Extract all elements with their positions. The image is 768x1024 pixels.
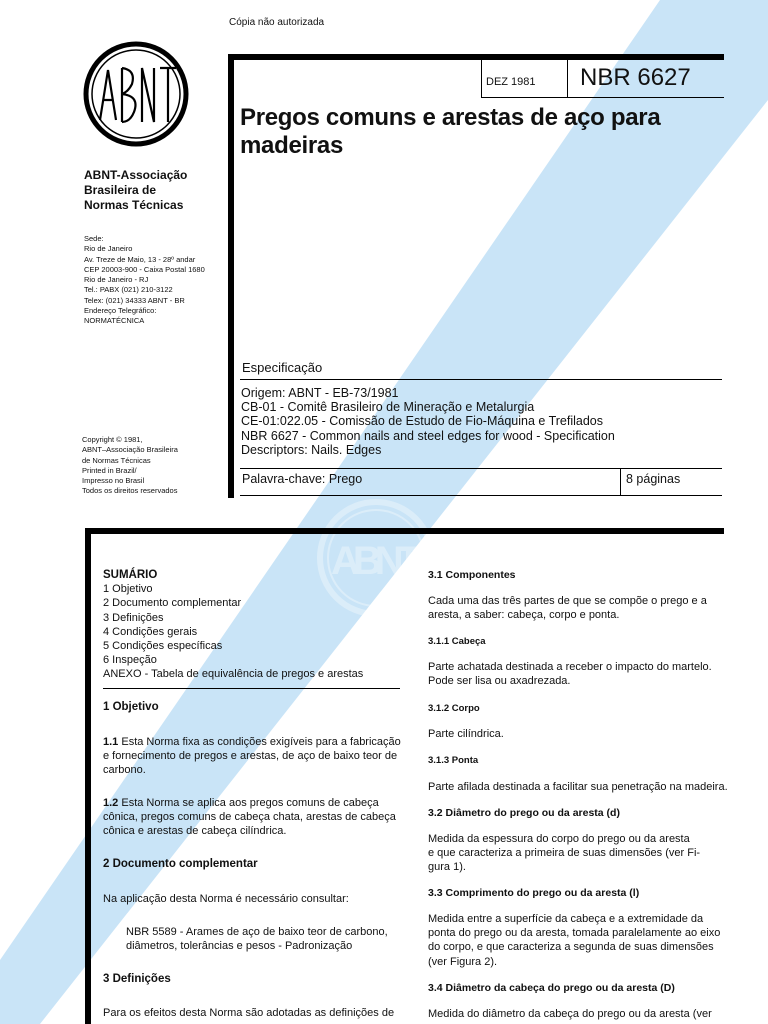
summary	[103, 568, 363, 682]
section-heading: 3.1 Componentes	[428, 569, 516, 581]
divider	[620, 468, 621, 495]
title-line: madeiras	[240, 132, 343, 159]
paragraph-line: e fornecimento de pregos e arestas, de aço de baixo teor de	[103, 750, 398, 763]
summary-item: 1 Objetivo	[103, 583, 153, 596]
copyright-line: Printed in Brazil/	[82, 465, 137, 475]
paragraph	[428, 912, 720, 969]
subsection-heading: 3.1.2 Corpo	[428, 703, 480, 714]
paragraph-line: (ver Figura 2).	[428, 955, 498, 968]
copyright-line: Impresso no Brasil	[82, 476, 145, 486]
address-line: Endereço Telegráfico:	[84, 306, 157, 316]
summary-item: 4 Condições gerais	[103, 625, 198, 638]
document-title	[240, 104, 720, 160]
paragraph	[428, 660, 712, 688]
address-line: Tel.: PABX (021) 210-3122	[84, 285, 173, 295]
subsection-heading: 3.1.3 Ponta	[428, 755, 479, 766]
summary-item: ANEXO - Tabela de equivalência de pregos e arestas	[103, 668, 364, 681]
paragraph-line: cônica e arestas de cabeça cilíndrica.	[103, 825, 287, 838]
origin-line: NBR 6627 - Common nails and steel edges for wood - Specification	[241, 428, 615, 443]
section-heading: 3.3 Comprimento do prego ou da aresta (l)	[428, 887, 640, 899]
divider	[103, 688, 400, 689]
paragraph-line: e que caracteriza a primeira de suas dimensões (ver Fi-	[428, 847, 701, 860]
summary-item: 3 Definições	[103, 611, 164, 624]
paragraph	[428, 594, 707, 622]
paragraph-line: NBR 5589 - Arames de aço de baixo teor de carbono,	[126, 926, 388, 938]
origin-line: Origem: ABNT - EB-73/1981	[241, 386, 399, 400]
paragraph-line: Medida entre a superfície da cabeça e a extremidade da	[428, 913, 704, 925]
paragraph-line: cônica, pregos comuns de cabeça chata, arestas de cabeça	[103, 811, 396, 824]
paragraph-line	[103, 796, 396, 810]
origin-line: CB-01 - Comitê Brasileiro de Mineração e Metalurgia	[241, 400, 535, 415]
address-line: Rio de Janeiro - RJ	[84, 275, 149, 285]
paragraph-line: Medida da espessura do corpo do prego ou da aresta	[428, 833, 690, 845]
divider	[240, 379, 722, 380]
title-line: Pregos comuns e arestas de aço para	[240, 104, 661, 131]
paragraph-1-1	[103, 735, 401, 778]
divider	[240, 468, 722, 469]
svg-text:ABNT: ABNT	[331, 539, 421, 583]
paragraph	[428, 832, 700, 875]
clause-number: 1.2	[103, 797, 119, 809]
section-heading: 3.4 Diâmetro da cabeça do prego ou da aresta (D)	[428, 982, 675, 994]
paragraph: Medida do diâmetro da cabeça do prego ou da aresta (ver	[428, 1008, 712, 1020]
address-line: CEP 20003-900 - Caixa Postal 1680	[84, 264, 205, 274]
page-count: 8 páginas	[626, 472, 681, 486]
normative-reference	[126, 925, 388, 953]
header-left-bar	[228, 54, 234, 498]
address-line: Rio de Janeiro	[84, 244, 133, 254]
section-heading: 3 Definições	[103, 973, 171, 985]
abnt-logo	[82, 40, 190, 148]
origin-line: Descriptors: Nails. Edges	[241, 442, 382, 457]
org-name-line: Normas Técnicas	[84, 198, 184, 212]
summary-item: 2 Documento complementar	[103, 597, 242, 610]
paragraph-line: aresta, a saber: cabeça, corpo e ponta.	[428, 609, 620, 622]
standard-code: NBR 6627	[580, 64, 691, 91]
summary-item: 6 Inspeção	[103, 654, 157, 667]
origin-line: CE-01:022.05 - Comissão de Estudo de Fio-Máquina e Trefilados	[241, 414, 603, 429]
body-left-bar	[85, 528, 91, 1024]
paragraph-line: Cada uma das três partes de que se compõe o prego e a	[428, 595, 707, 607]
paragraph: Para os efeitos desta Norma são adotadas as definições de	[103, 1007, 395, 1019]
paragraph: Parte cilíndrica.	[428, 728, 504, 740]
organization-name	[84, 168, 187, 213]
divider	[481, 97, 724, 98]
publication-date: DEZ 1981	[486, 76, 536, 88]
address-line: Telex: (021) 34333 ABNT - BR	[84, 295, 185, 305]
copyright-line: ABNT–Associação Brasileira	[82, 445, 178, 455]
unauthorized-copy-notice: Cópia não autorizada	[229, 17, 325, 28]
copyright-line: Copyright © 1981,	[82, 435, 143, 444]
section-heading: 3.2 Diâmetro do prego ou da aresta (d)	[428, 807, 620, 819]
paragraph-line	[103, 735, 401, 749]
paragraph-line: ponta do prego ou da aresta, tomada paralelamente ao eixo	[428, 927, 721, 940]
section-heading: 2 Documento complementar	[103, 858, 258, 870]
section-heading: 1 Objetivo	[103, 701, 159, 713]
headquarters-address	[84, 234, 205, 327]
subsection-heading: 3.1.1 Cabeça	[428, 636, 486, 647]
address-line: NORMATÉCNICA	[84, 316, 145, 326]
summary-title: SUMÁRIO	[103, 569, 158, 581]
paragraph: Na aplicação desta Norma é necessário consultar:	[103, 893, 349, 905]
summary-item: 5 Condições específicas	[103, 640, 223, 653]
address-line: Sede:	[84, 234, 104, 243]
origin-block	[241, 386, 615, 457]
paragraph-1-2	[103, 796, 396, 839]
paragraph: Parte afilada destinada a facilitar sua penetração na madeira.	[428, 781, 728, 793]
paragraph-line: do corpo, e que caracteriza a segunda de suas dimensões	[428, 941, 714, 954]
paragraph-line: Pode ser lisa ou axadrezada.	[428, 675, 571, 688]
document-type: Especificação	[242, 360, 323, 375]
divider	[240, 495, 722, 496]
text: Esta Norma se aplica aos pregos comuns de cabeça	[118, 797, 379, 809]
keyword: Palavra-chave: Prego	[242, 472, 363, 486]
paragraph-line: Parte achatada destinada a receber o impacto do martelo.	[428, 661, 712, 673]
paragraph-line: carbono.	[103, 764, 146, 777]
divider	[481, 60, 482, 98]
copyright-line: de Normas Técnicas	[82, 455, 151, 465]
header-top-bar	[228, 54, 724, 60]
copyright-notice	[82, 435, 178, 497]
paragraph-line: diâmetros, tolerâncias e pesos - Padronização	[126, 940, 353, 953]
text: Esta Norma fixa as condições exigíveis para a fabricação	[118, 736, 401, 748]
org-name-line: Brasileira de	[84, 183, 157, 197]
address-line: Av. Treze de Maio, 13 - 28º andar	[84, 254, 196, 264]
clause-number: 1.1	[103, 736, 119, 748]
org-name-line: ABNT-Associação	[84, 168, 188, 182]
body-top-bar	[85, 528, 724, 534]
divider	[567, 60, 568, 98]
paragraph-line: gura 1).	[428, 861, 466, 874]
copyright-line: Todos os direitos reservados	[82, 486, 178, 496]
